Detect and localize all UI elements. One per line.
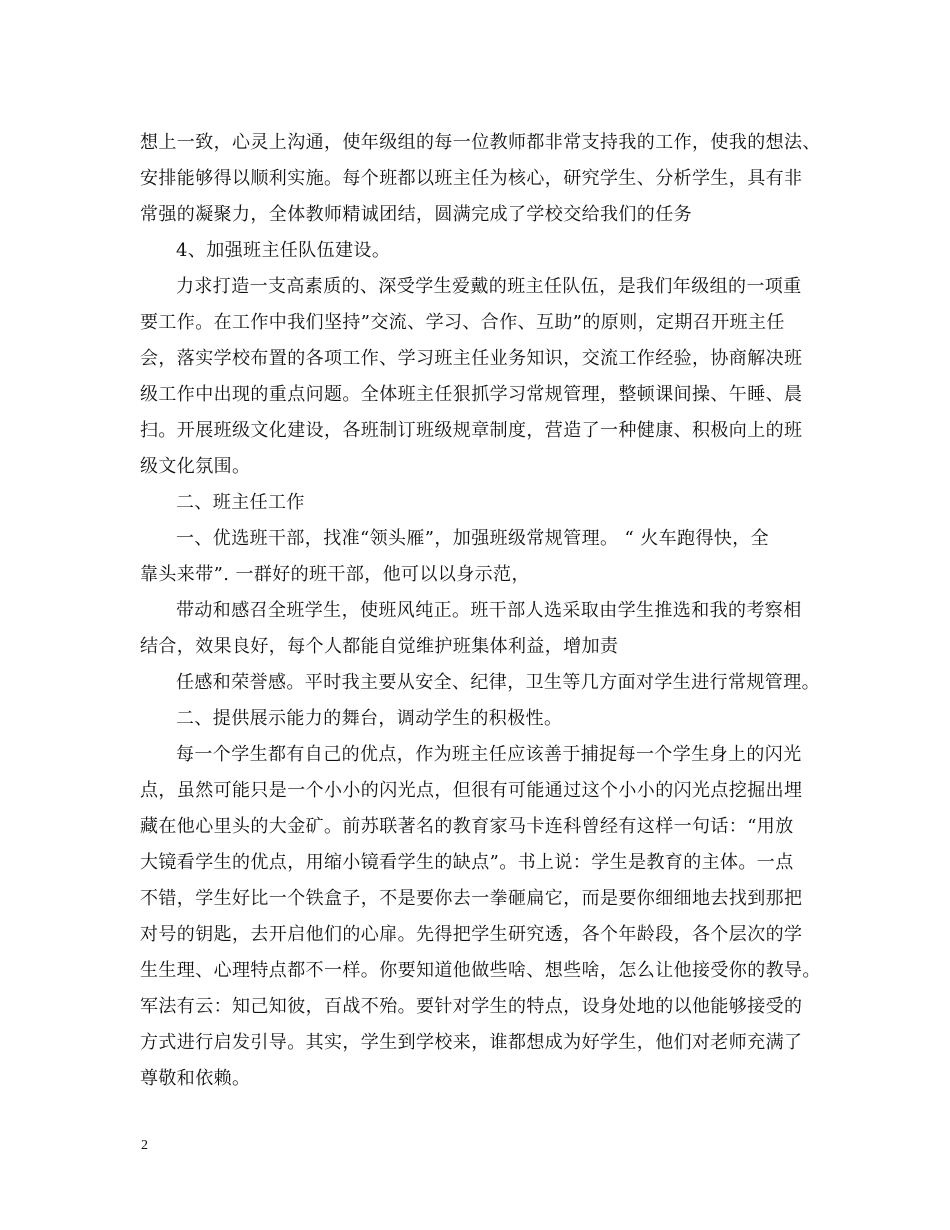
text-line: 常强的凝聚力，全体教师精诚团结，圆满完成了学校交给我们的任务 <box>140 204 692 225</box>
text-line: 带动和感召全班学生，使班风纯正。班干部人选采取由学生推选和我的考察相 <box>176 600 802 621</box>
text-line: 尊敬和依赖。 <box>140 1068 251 1089</box>
text-line: 级工作中出现的重点问题。全体班主任狠抓学习常规管理，整顿课间操、午睡、晨 <box>140 384 803 405</box>
text-line: 会，落实学校布置的各项工作、学习班主任业务知识，交流工作经验，协商解决班 <box>140 348 803 369</box>
text-line: 军法有云：知己知彼，百战不殆。要针对学生的特点，设身处地的以他能够接受的 <box>140 996 803 1017</box>
section-heading: 4、加强班主任队伍建设。 <box>176 240 391 261</box>
text-line: 想上一致，心灵上沟通，使年级组的每一位教师都非常支持我的工作，使我的想法、 <box>140 132 821 153</box>
text-line: 生生理、心理特点都不一样。你要知道他做些啥、想些啥，怎么让他接受你的教导。 <box>140 960 821 981</box>
text-line: 任感和荣誉感。平时我主要从安全、纪律，卫生等几方面对学生进行常规管理。 <box>176 672 820 693</box>
text-line: 藏在他心里头的大金矿。前苏联著名的教育家马卡连科曾经有这样一句话：“用放 <box>140 816 794 837</box>
text-line: 大镜看学生的优点，用缩小镜看学生的缺点”。书上说：学生是教育的主体。一点 <box>140 852 794 873</box>
text-line: 每一个学生都有自己的优点，作为班主任应该善于捕捉每一个学生身上的闪光 <box>176 744 802 765</box>
text-line: 方式进行启发引导。其实，学生到学校来，谁都想成为好学生，他们对老师充满了 <box>140 1032 803 1053</box>
text-line: 安排能够得以顺利实施。每个班都以班主任为核心，研究学生、分析学生，具有非 <box>140 168 803 189</box>
section-heading: 二、班主任工作 <box>176 492 305 513</box>
text-line: 点，虽然可能只是一个小小的闪光点，但很有可能通过这个小小的闪光点挖掘出埋 <box>140 780 803 801</box>
text-line: 对号的钥匙，去开启他们的心扉。先得把学生研究透，各个年龄段，各个层次的学 <box>140 924 803 945</box>
text-line: 扫。开展班级文化建设，各班制订班级规章制度，营造了一种健康、积极向上的班 <box>140 420 803 441</box>
text-line: 要工作。在工作中我们坚持”交流、学习、合作、互助”的原则，定期召开班主任 <box>140 312 785 333</box>
page-number: 2 <box>141 1138 148 1153</box>
text-line: 结合，效果良好，每个人都能自觉维护班集体利益，增加责 <box>140 636 619 657</box>
text-line: 级文化氛围。 <box>140 456 251 477</box>
text-line: 靠头来带”. 一群好的班干部，他可以以身示范， <box>140 564 530 585</box>
text-line: 不错，学生好比一个铁盒子，不是要你去一拳砸扁它，而是要你细细地去找到那把 <box>140 888 803 909</box>
text-line: 一、优选班干部，找准“领头雁”，加强班级常规管理。 “ 火车跑得快，全 <box>176 528 770 549</box>
section-heading: 二、提供展示能力的舞台，调动学生的积极性。 <box>176 708 563 729</box>
text-line: 力求打造一支高素质的、深受学生爱戴的班主任队伍，是我们年级组的一项重 <box>176 276 802 297</box>
